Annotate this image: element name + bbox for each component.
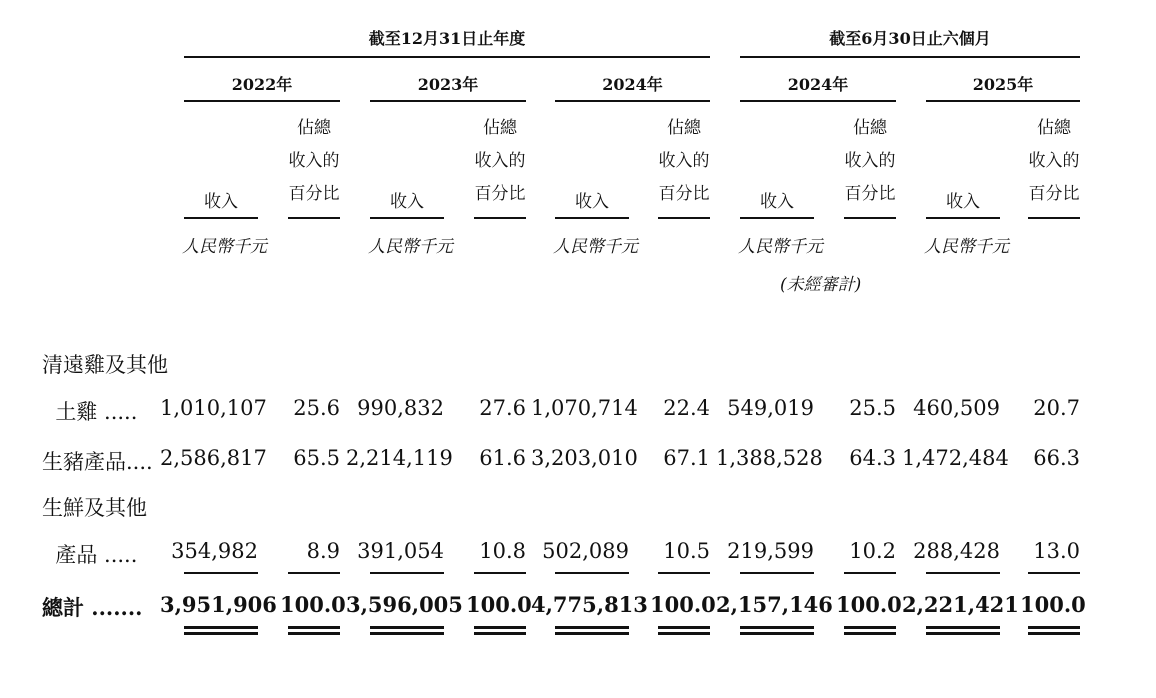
total-double-rule <box>288 626 340 635</box>
column-header-rule <box>926 217 1000 219</box>
row-label: 清遠雞及其他 <box>42 353 168 377</box>
column-header-rule <box>555 217 629 219</box>
year-header: 2022年 <box>231 75 293 94</box>
table-cell: 1,388,528 <box>716 446 823 470</box>
year-header: 2025年 <box>972 75 1034 94</box>
table-cell: 20.7 <box>1033 396 1080 420</box>
subtotal-rule <box>555 572 629 574</box>
total-double-rule <box>926 626 1000 635</box>
table-cell: 391,054 <box>357 539 444 563</box>
subtotal-rule <box>658 572 710 574</box>
unit-label: 人民幣千元 <box>738 237 823 257</box>
total-double-rule <box>555 626 629 635</box>
revenue-column-header: 收入 <box>204 192 238 212</box>
unit-label: 人民幣千元 <box>182 237 267 257</box>
row-label: 土雞 ..... <box>42 400 138 424</box>
total-double-rule <box>740 626 814 635</box>
row-label: 生豬產品.... <box>42 450 153 474</box>
total-cell: 100.0 <box>650 592 716 617</box>
table-cell: 67.1 <box>663 446 710 470</box>
group-header-fiscal-year: 截至12月31日止年度 <box>368 29 526 48</box>
table-cell: 10.8 <box>479 539 526 563</box>
table-cell: 549,019 <box>727 396 814 420</box>
row-label: 生鮮及其他 <box>42 496 147 520</box>
revenue-column-header: 收入 <box>946 192 980 212</box>
year-header-rule <box>555 100 710 102</box>
table-cell: 502,089 <box>542 539 629 563</box>
total-label: 總計 ....... <box>42 595 143 620</box>
total-double-rule <box>370 626 444 635</box>
total-cell: 100.0 <box>280 592 346 617</box>
subtotal-rule <box>926 572 1000 574</box>
table-cell: 66.3 <box>1033 446 1080 470</box>
unit-label: 人民幣千元 <box>368 237 453 257</box>
total-cell: 3,596,005 <box>346 592 463 617</box>
table-cell: 61.6 <box>479 446 526 470</box>
subtotal-rule <box>288 572 340 574</box>
table-cell: 25.5 <box>849 396 896 420</box>
percent-column-header: 佔總 收入的 百分比 <box>658 118 710 204</box>
total-cell: 100.0 <box>836 592 902 617</box>
unit-label: 人民幣千元 <box>553 237 638 257</box>
subtotal-rule <box>370 572 444 574</box>
percent-column-header: 佔總 收入的 百分比 <box>288 118 340 204</box>
group-header-rule <box>184 56 710 58</box>
unaudited-label: (未經審計) <box>780 275 862 295</box>
table-cell: 65.5 <box>293 446 340 470</box>
table-cell: 10.2 <box>849 539 896 563</box>
table-cell: 13.0 <box>1033 539 1080 563</box>
year-header: 2024年 <box>787 75 849 94</box>
column-header-rule <box>844 217 896 219</box>
percent-column-header: 佔總 收入的 百分比 <box>844 118 896 204</box>
total-cell: 3,951,906 <box>160 592 277 617</box>
unit-label: 人民幣千元 <box>924 237 1009 257</box>
group-header-six-months: 截至6月30日止六個月 <box>829 29 991 48</box>
subtotal-rule <box>844 572 896 574</box>
table-cell: 219,599 <box>727 539 814 563</box>
year-header-rule <box>926 100 1080 102</box>
table-cell: 460,509 <box>913 396 1000 420</box>
table-cell: 3,203,010 <box>531 446 638 470</box>
column-header-rule <box>184 217 258 219</box>
table-cell: 990,832 <box>357 396 444 420</box>
percent-column-header: 佔總 收入的 百分比 <box>1028 118 1080 204</box>
total-cell: 2,221,421 <box>902 592 1019 617</box>
year-header-rule <box>184 100 340 102</box>
revenue-column-header: 收入 <box>390 192 424 212</box>
year-header-rule <box>370 100 526 102</box>
table-cell: 2,586,817 <box>160 446 267 470</box>
subtotal-rule <box>474 572 526 574</box>
column-header-rule <box>740 217 814 219</box>
total-double-rule <box>474 626 526 635</box>
total-double-rule <box>1028 626 1080 635</box>
revenue-column-header: 收入 <box>575 192 609 212</box>
table-cell: 10.5 <box>663 539 710 563</box>
table-cell: 288,428 <box>913 539 1000 563</box>
percent-column-header: 佔總 收入的 百分比 <box>474 118 526 204</box>
table-cell: 1,070,714 <box>531 396 638 420</box>
table-cell: 25.6 <box>293 396 340 420</box>
table-cell: 354,982 <box>171 539 258 563</box>
year-header-rule <box>740 100 896 102</box>
group-header-rule <box>740 56 1080 58</box>
column-header-rule <box>288 217 340 219</box>
total-cell: 100.0 <box>1020 592 1086 617</box>
total-double-rule <box>844 626 896 635</box>
subtotal-rule <box>184 572 258 574</box>
column-header-rule <box>370 217 444 219</box>
total-double-rule <box>184 626 258 635</box>
table-cell: 1,010,107 <box>160 396 267 420</box>
subtotal-rule <box>1028 572 1080 574</box>
total-double-rule <box>658 626 710 635</box>
table-cell: 1,472,484 <box>902 446 1009 470</box>
total-cell: 4,775,813 <box>531 592 648 617</box>
revenue-column-header: 收入 <box>760 192 794 212</box>
subtotal-rule <box>740 572 814 574</box>
year-header: 2023年 <box>417 75 479 94</box>
year-header: 2024年 <box>602 75 663 94</box>
table-cell: 64.3 <box>849 446 896 470</box>
table-cell: 27.6 <box>479 396 526 420</box>
column-header-rule <box>1028 217 1080 219</box>
column-header-rule <box>658 217 710 219</box>
row-label: 產品 ..... <box>42 543 138 567</box>
total-cell: 2,157,146 <box>716 592 833 617</box>
table-cell: 8.9 <box>306 539 340 563</box>
table-cell: 22.4 <box>663 396 710 420</box>
total-cell: 100.0 <box>466 592 532 617</box>
column-header-rule <box>474 217 526 219</box>
table-cell: 2,214,119 <box>346 446 453 470</box>
